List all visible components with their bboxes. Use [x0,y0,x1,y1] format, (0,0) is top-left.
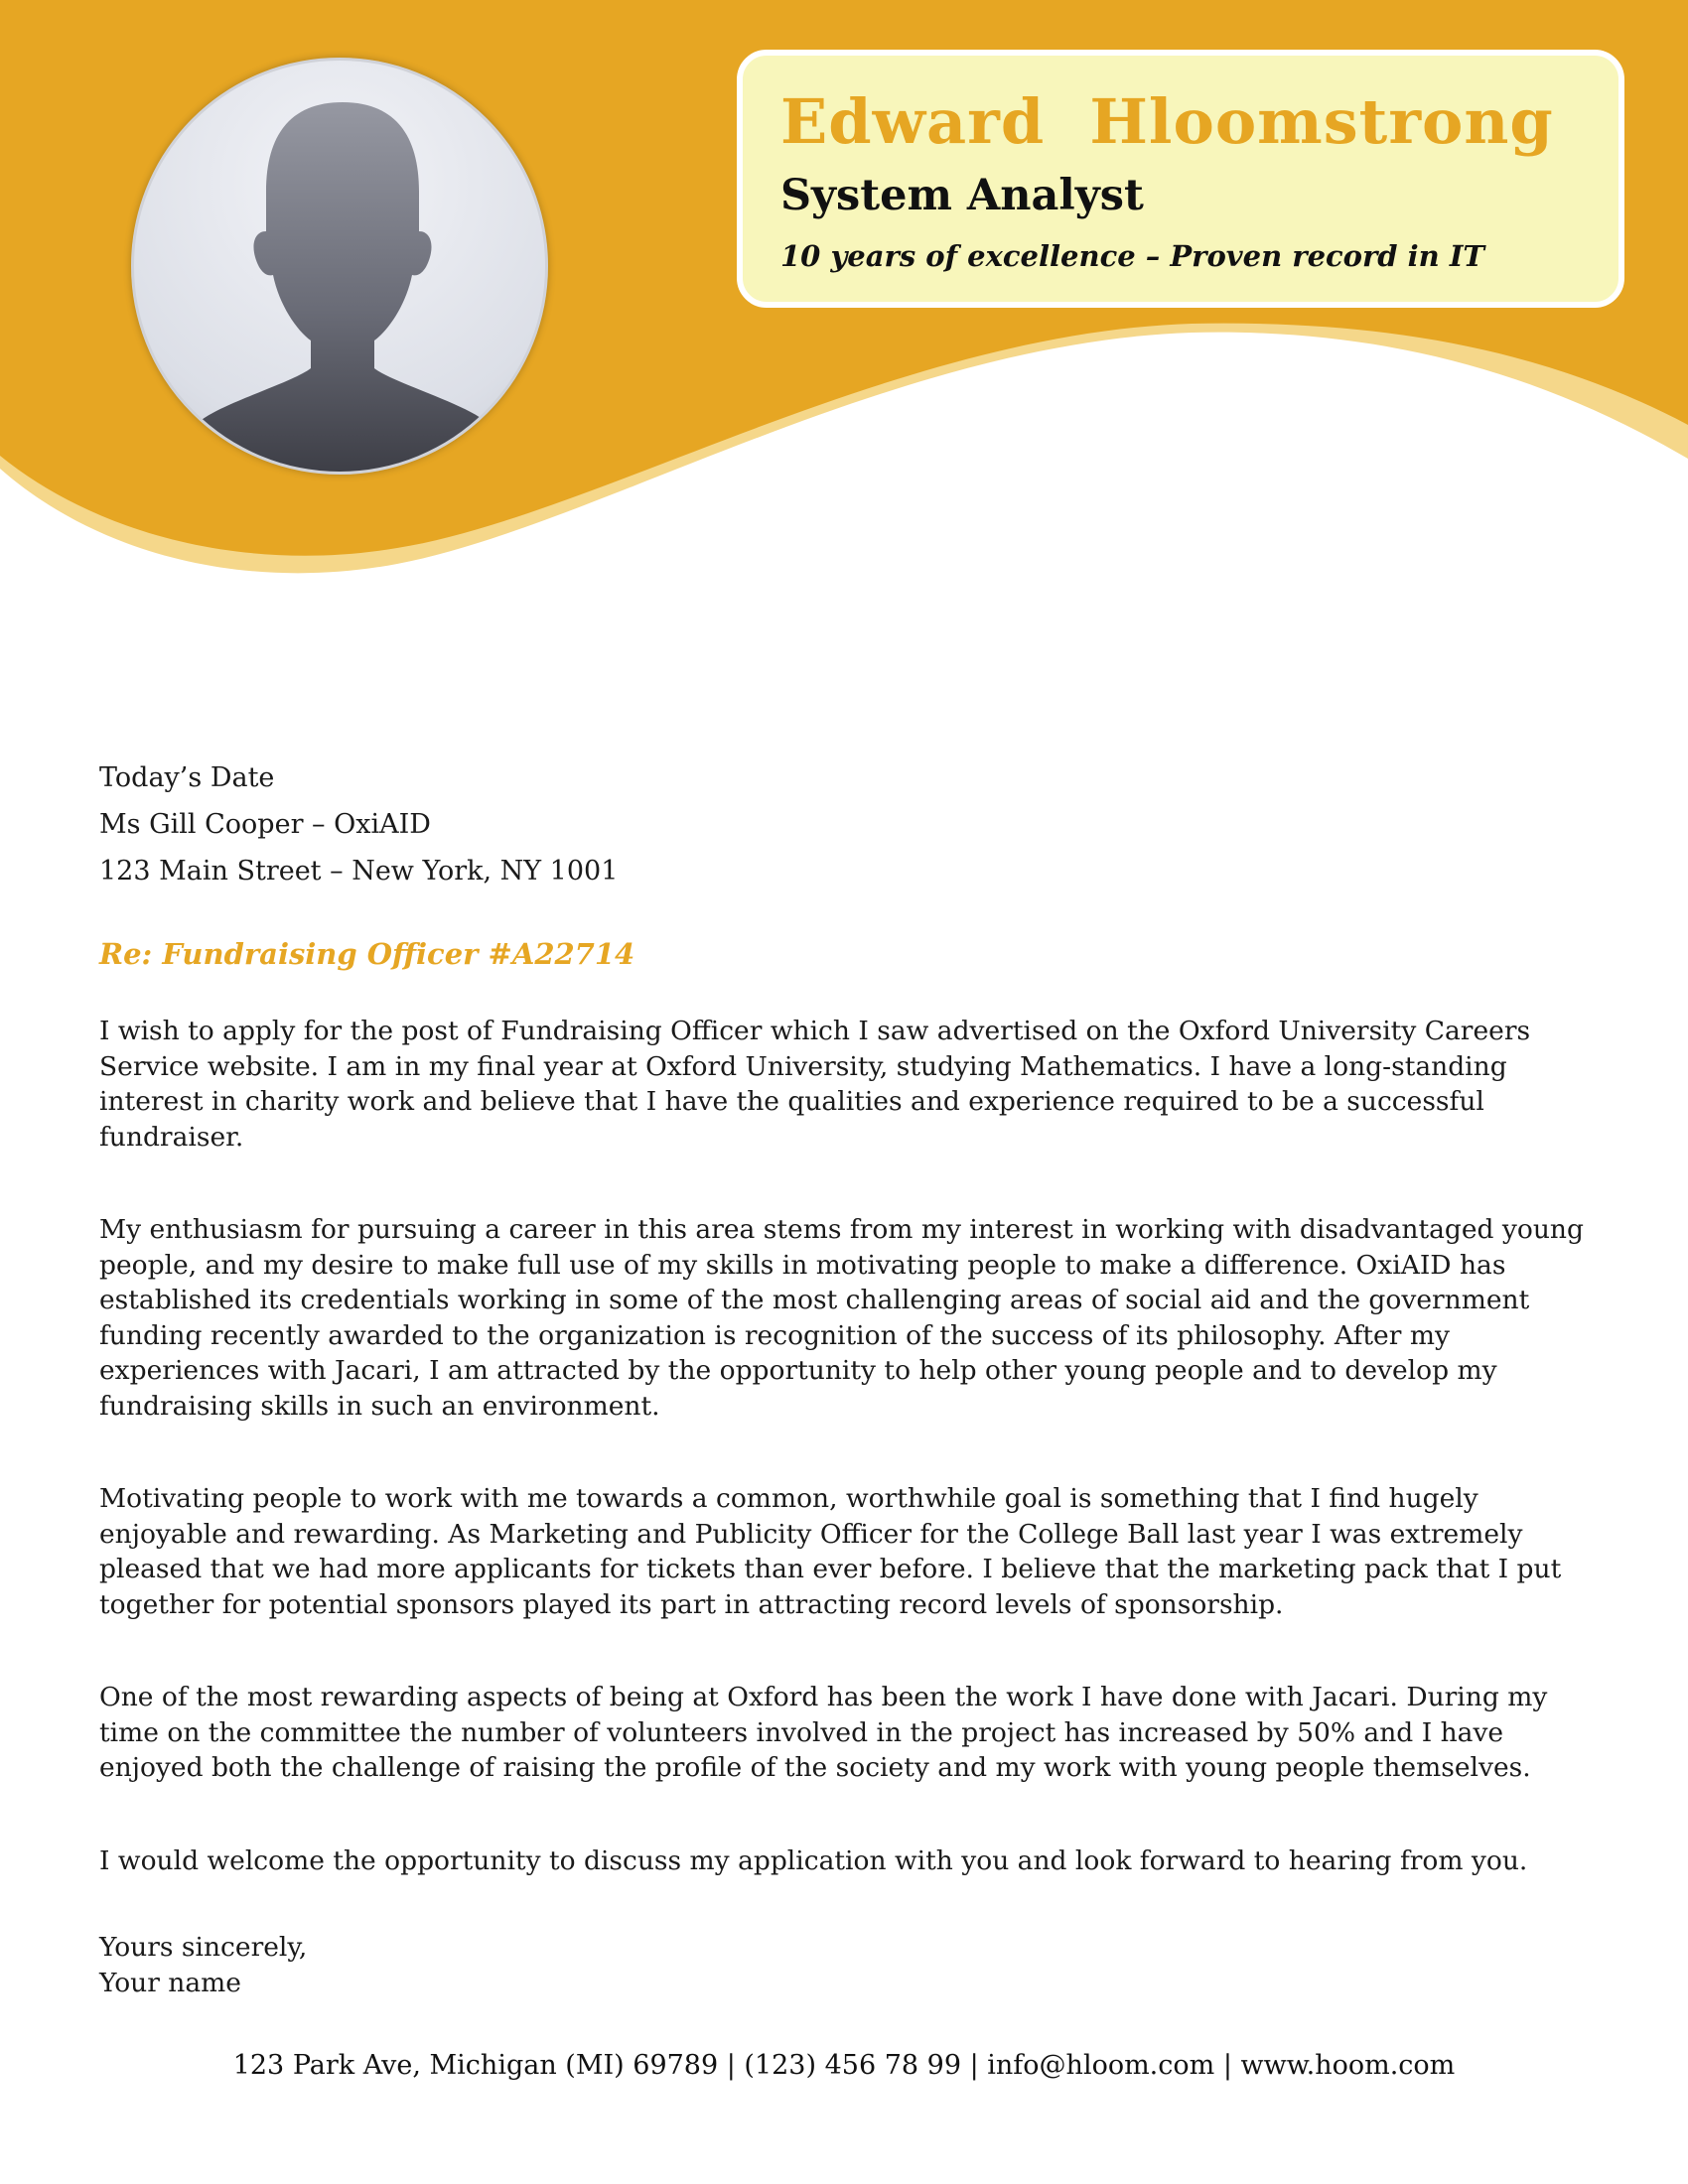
closing-block [99,1930,1609,2001]
person-silhouette-icon [134,61,548,475]
avatar [131,58,548,475]
recipient-name: Ms Gill Cooper – OxiAID [99,809,431,840]
footer-contact: 123 Park Ave, Michigan (MI) 69789 | (123) 456 78 99 | info@hloom.com | www.hoom.com [232,2050,1456,2081]
signature-name: Your name [99,1968,241,1998]
tagline: 10 years of excellence – Proven record in IT [780,239,1485,273]
subject-line: Re: Fundraising Officer #A22714 [99,937,635,971]
closing-salutation: Yours sincerely, [99,1932,308,1963]
letter-body [99,754,1609,2001]
recipient-address: 123 Main Street – New York, NY 1001 [99,856,619,887]
letter-date: Today’s Date [99,762,275,793]
name-card [737,50,1624,308]
paragraph-1: I wish to apply for the post of Fundraising Officer which I saw advertised on the Oxford University Careers Service website. I am in my final year at Oxford University, studying Mathematics. I have a long-standing interest in charity work and believe that I have the qualities and experience required to be a successful fundraiser. [99,1016,1531,1153]
job-title: System Analyst [780,171,1144,220]
paragraph-2: My enthusiasm for pursuing a career in this area stems from my interest in working with disadvantaged young people, and my desire to make full use of my skills in motivating people to make a difference. OxiAID has established its credentials working in some of the most challenging areas of social aid and the government funding recently awarded to the organization is recognition of the success of its philosophy. After my experiences with Jacari, I am attracted by the opportunity to help other young people and to develop my fundraising skills in such an environment. [99,1214,1584,1422]
paragraph-5: I would welcome the opportunity to discuss my application with you and look forward to hearing from you. [99,1844,1528,1876]
paragraph-4: One of the most rewarding aspects of being at Oxford has been the work I have done with Jacari. During my time on the committee the number of volunteers involved in the project has increased by 50% and I have enjoyed both the challenge of raising the profile of the society and my work with young people themselves. [99,1682,1548,1783]
paragraph-3: Motivating people to work with me towards a common, worthwhile goal is something that I find hugely enjoyable and rewarding. As Marketing and Publicity Officer for the College Ball last year I was extremely pleased that we had more applicants for tickets than ever before. I believe that the marketing pack that I put together for potential sponsors played its part in attracting record levels of sponsorship. [99,1483,1562,1620]
candidate-name: Edward Hloomstrong [780,85,1554,158]
